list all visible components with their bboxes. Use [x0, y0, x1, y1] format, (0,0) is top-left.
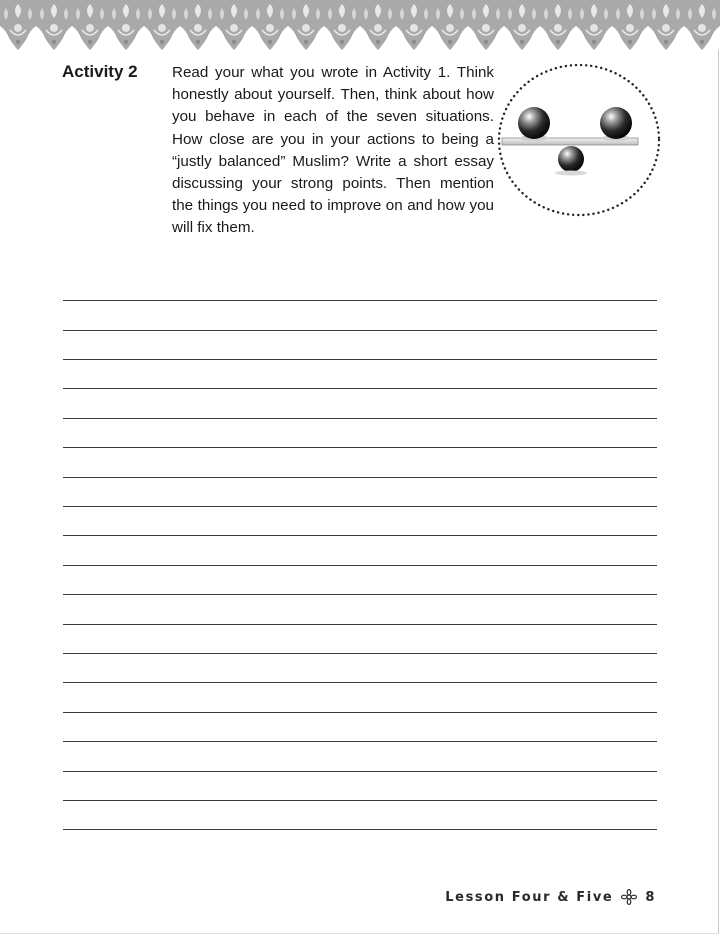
writing-line[interactable]: [63, 654, 657, 683]
writing-line[interactable]: [63, 713, 657, 742]
page-number: 8: [645, 889, 656, 905]
writing-line[interactable]: [63, 360, 657, 389]
flower-ornament-icon: [621, 889, 637, 905]
writing-line[interactable]: [63, 801, 657, 830]
writing-line[interactable]: [63, 507, 657, 536]
writing-line[interactable]: [63, 683, 657, 712]
writing-line[interactable]: [63, 625, 657, 654]
writing-line[interactable]: [63, 301, 657, 330]
page-footer: [445, 889, 656, 905]
writing-lines[interactable]: [63, 300, 657, 830]
writing-line[interactable]: [63, 595, 657, 624]
decorative-top-border: [0, 0, 720, 50]
writing-line[interactable]: [63, 478, 657, 507]
lesson-title: Lesson Four & Five: [445, 889, 614, 905]
activity-label: Activity 2: [62, 62, 138, 81]
writing-line[interactable]: [63, 448, 657, 477]
writing-line[interactable]: [63, 566, 657, 595]
writing-line[interactable]: [63, 742, 657, 771]
writing-line[interactable]: [63, 536, 657, 565]
activity-instructions: Read your what you wrote in Activity 1. Think honestly about yourself. Then, think about how you behave in each of the seven situations. How close are you in your actions to being a “justly balanced” Muslim? Write a short essay discussing your strong points. Then mention the things you need to improve on and how you will fix them.: [172, 64, 494, 237]
balance-scale-icon: [496, 62, 662, 218]
writing-line[interactable]: [63, 389, 657, 418]
writing-line[interactable]: [63, 331, 657, 360]
writing-line[interactable]: [63, 772, 657, 801]
writing-line[interactable]: [63, 419, 657, 448]
